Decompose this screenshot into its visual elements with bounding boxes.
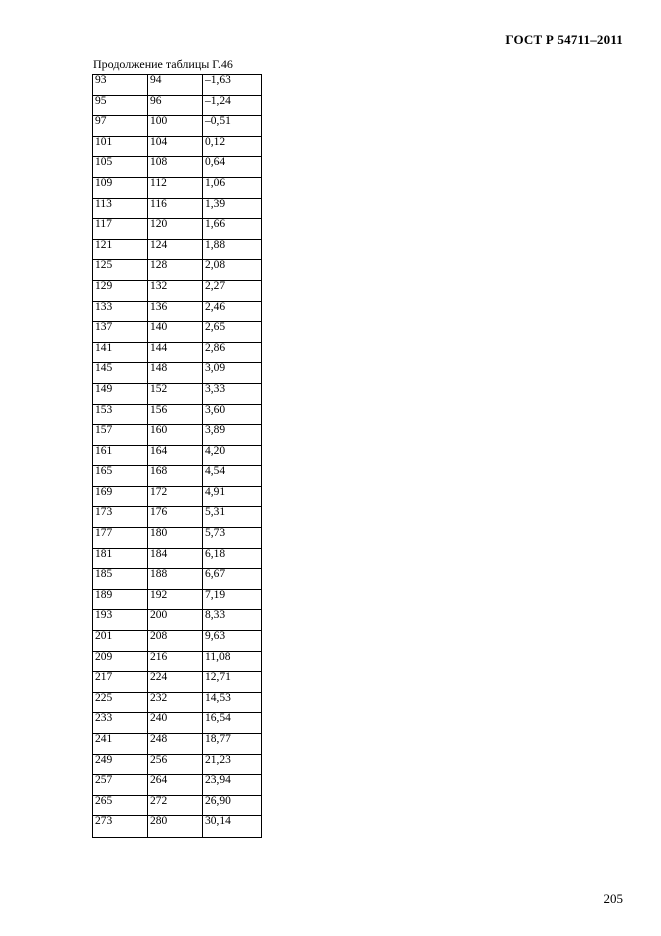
table-cell: 0,12	[203, 136, 262, 157]
table-cell: 14,53	[203, 692, 262, 713]
table-cell: 256	[148, 754, 203, 775]
table-cell: 208	[148, 631, 203, 652]
table-row	[93, 425, 262, 446]
table-cell: 1,66	[203, 219, 262, 240]
table-cell: 216	[148, 651, 203, 672]
table-cell: 160	[148, 425, 203, 446]
table-row	[93, 816, 262, 838]
table-cell: 225	[93, 692, 148, 713]
table-cell: 4,91	[203, 486, 262, 507]
table-cell: 128	[148, 260, 203, 281]
table-cell: 149	[93, 383, 148, 404]
table-cell: 169	[93, 486, 148, 507]
table-cell: 0,64	[203, 157, 262, 178]
table-cell: 23,94	[203, 775, 262, 796]
table-cell: 272	[148, 795, 203, 816]
table-cell: 120	[148, 219, 203, 240]
table-cell: 189	[93, 589, 148, 610]
table-cell: 108	[148, 157, 203, 178]
table-cell: 145	[93, 363, 148, 384]
table-cell: 2,86	[203, 342, 262, 363]
table-row	[93, 301, 262, 322]
table-cell: 8,33	[203, 610, 262, 631]
data-table	[92, 74, 262, 838]
table-cell: 112	[148, 177, 203, 198]
table-row	[93, 280, 262, 301]
table-cell: 116	[148, 198, 203, 219]
table-row	[93, 713, 262, 734]
table-cell: 96	[148, 95, 203, 116]
table-cell: 6,18	[203, 548, 262, 569]
table-cell: 2,65	[203, 322, 262, 343]
table-cell: 152	[148, 383, 203, 404]
table-cell: –1,24	[203, 95, 262, 116]
table-row	[93, 157, 262, 178]
table-cell: 109	[93, 177, 148, 198]
table-row	[93, 610, 262, 631]
table-row	[93, 219, 262, 240]
table-cell: 217	[93, 672, 148, 693]
table-row	[93, 795, 262, 816]
table-cell: 157	[93, 425, 148, 446]
table-row	[93, 754, 262, 775]
table-row	[93, 198, 262, 219]
table-row	[93, 528, 262, 549]
table-row	[93, 177, 262, 198]
table-row	[93, 75, 262, 96]
table-cell: 1,88	[203, 239, 262, 260]
table-cell: 2,46	[203, 301, 262, 322]
table-cell: 12,71	[203, 672, 262, 693]
page-number: 205	[603, 891, 623, 906]
table-cell: 161	[93, 445, 148, 466]
table-cell: 264	[148, 775, 203, 796]
table-cell: 184	[148, 548, 203, 569]
table-row	[93, 363, 262, 384]
table-cell: 140	[148, 322, 203, 343]
table-cell: 125	[93, 260, 148, 281]
table-cell: 136	[148, 301, 203, 322]
table-row	[93, 383, 262, 404]
table-caption: Продолжение таблицы Г.46	[93, 57, 233, 71]
table-cell: 2,27	[203, 280, 262, 301]
table-row	[93, 569, 262, 590]
table-cell: 129	[93, 280, 148, 301]
table-cell: 177	[93, 528, 148, 549]
table-cell: 4,54	[203, 466, 262, 487]
table-cell: 168	[148, 466, 203, 487]
table-cell: 176	[148, 507, 203, 528]
table-cell: 132	[148, 280, 203, 301]
table-cell: 180	[148, 528, 203, 549]
table-cell: 16,54	[203, 713, 262, 734]
table-cell: 21,23	[203, 754, 262, 775]
table-row	[93, 651, 262, 672]
table-cell: 185	[93, 569, 148, 590]
table-cell: 3,60	[203, 404, 262, 425]
table-cell: 273	[93, 816, 148, 838]
table-cell: 224	[148, 672, 203, 693]
table-row	[93, 692, 262, 713]
table-cell: 156	[148, 404, 203, 425]
table-cell: 1,06	[203, 177, 262, 198]
table-row	[93, 404, 262, 425]
table-cell: 113	[93, 198, 148, 219]
table-row	[93, 95, 262, 116]
table-cell: 100	[148, 116, 203, 137]
table-cell: 249	[93, 754, 148, 775]
table-cell: 133	[93, 301, 148, 322]
table-cell: 164	[148, 445, 203, 466]
table-cell: 137	[93, 322, 148, 343]
table-cell: 200	[148, 610, 203, 631]
table-cell: 9,63	[203, 631, 262, 652]
table-row	[93, 775, 262, 796]
table-cell: 1,39	[203, 198, 262, 219]
table-cell: 248	[148, 734, 203, 755]
table-cell: 105	[93, 157, 148, 178]
table-cell: 2,08	[203, 260, 262, 281]
table-row	[93, 136, 262, 157]
table-cell: 121	[93, 239, 148, 260]
table-cell: 144	[148, 342, 203, 363]
table-cell: 3,33	[203, 383, 262, 404]
table-cell: 241	[93, 734, 148, 755]
table-cell: 280	[148, 816, 203, 838]
table-cell: 101	[93, 136, 148, 157]
table-cell: 93	[93, 75, 148, 96]
table-row	[93, 486, 262, 507]
table-cell: 172	[148, 486, 203, 507]
table-row	[93, 672, 262, 693]
table-body	[93, 75, 262, 838]
table-cell: 240	[148, 713, 203, 734]
table-row	[93, 239, 262, 260]
table-row	[93, 507, 262, 528]
table-cell: 5,73	[203, 528, 262, 549]
table-row	[93, 589, 262, 610]
table-cell: 165	[93, 466, 148, 487]
table-row	[93, 342, 262, 363]
table-cell: 181	[93, 548, 148, 569]
table-cell: 11,08	[203, 651, 262, 672]
table-cell: 188	[148, 569, 203, 590]
table-cell: 7,19	[203, 589, 262, 610]
table-cell: 3,89	[203, 425, 262, 446]
table-cell: 97	[93, 116, 148, 137]
table-row	[93, 548, 262, 569]
table-row	[93, 445, 262, 466]
table-cell: 6,67	[203, 569, 262, 590]
table-cell: 148	[148, 363, 203, 384]
table-cell: 5,31	[203, 507, 262, 528]
table-cell: –1,63	[203, 75, 262, 96]
table-row	[93, 322, 262, 343]
table-cell: 117	[93, 219, 148, 240]
table-cell: 265	[93, 795, 148, 816]
table-row	[93, 260, 262, 281]
table-cell: 26,90	[203, 795, 262, 816]
table-cell: 104	[148, 136, 203, 157]
table-cell: 232	[148, 692, 203, 713]
table-row	[93, 466, 262, 487]
table-cell: 95	[93, 95, 148, 116]
table-cell: 94	[148, 75, 203, 96]
table-cell: 173	[93, 507, 148, 528]
table-cell: 124	[148, 239, 203, 260]
table-cell: 192	[148, 589, 203, 610]
table-cell: 233	[93, 713, 148, 734]
table-cell: 153	[93, 404, 148, 425]
table-cell: 3,09	[203, 363, 262, 384]
table-cell: 18,77	[203, 734, 262, 755]
table-cell: 30,14	[203, 816, 262, 838]
table-cell: 209	[93, 651, 148, 672]
table-cell: 141	[93, 342, 148, 363]
table-cell: 201	[93, 631, 148, 652]
table-cell: 4,20	[203, 445, 262, 466]
table-cell: 193	[93, 610, 148, 631]
table-row	[93, 116, 262, 137]
table-row	[93, 734, 262, 755]
table-row	[93, 631, 262, 652]
table-cell: –0,51	[203, 116, 262, 137]
table-cell: 257	[93, 775, 148, 796]
document-header: ГОСТ Р 54711–2011	[505, 32, 623, 47]
